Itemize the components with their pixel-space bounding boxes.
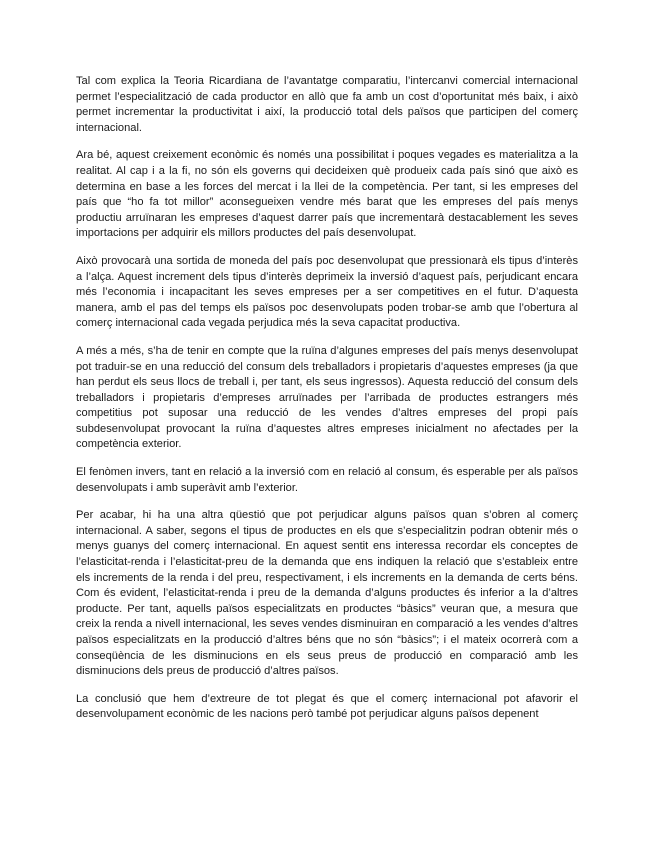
paragraph-5: El fenòmen invers, tant en relació a la inversió com en relació al consum, és esperable per als països desenvolupats i amb superàvit amb l’exterior.	[76, 466, 578, 494]
paragraph-4: A més a més, s’ha de tenir en compte que la ruïna d’algunes empreses del país menys desenvolupat pot traduir-se en una reducció del consum dels treballadors i propietaris d’aquestes empreses (ja que han perdut els seus llocs de treball i, per tant, els seus ingressos). Aquesta reducció del consum dels treballadors i propietaris d’empreses arruïnades per l’arribada de productes estrangers més competitius pot suposar una reducció de les vendes d’altres empreses del propi país subdesenvolupat provocant la ruïna d’aquestes altres empreses inicialment no afectades per la competència exterior.	[76, 344, 578, 451]
paragraph-2: Ara bé, aquest creixement econòmic és només una possibilitat i poques vegades es materialitza a la realitat. Al cap i a la fi, no són els governs qui decideixen què produeix cada país sinó que això es determina en base a les forces del mercat i la llei de la competència. Per tant, si les empreses del país que “ho fa tot millor” aconsegueixen vendre més barat que les empreses del país menys productiu arruïnaran les empreses d’aquest darrer país que incrementarà destacablement les seves importacions per adquirir els millors productes del país desenvolupat.	[76, 149, 578, 240]
paragraph-3: Això provocarà una sortida de moneda del país poc desenvolupat que pressionarà els tipus d’interès a l’alça. Aquest increment dels tipus d’interès deprimeix la inversió d’aquest país, perjudicant encara més l’economia i incapacitant les seves empreses per a ser competitives en el futur. D’aquesta manera, amb el pas del temps els països poc desenvolupats poden trobar-se amb que l’obertura al comerç internacional cada vegada perjudica més la seva capacitat productiva.	[76, 254, 578, 330]
document-body	[76, 74, 578, 735]
paragraph-1: Tal com explica la Teoria Ricardiana de l’avantatge comparatiu, l’intercanvi comercial internacional permet l’especialització de cada productor en allò que fa amb un cost d’oportunitat més baix, i això permet incrementar la productivitat i així, la producció total dels països que participen del comerç internacional.	[76, 75, 578, 134]
paragraph-7: La conclusió que hem d’extreure de tot plegat és que el comerç internacional pot afavorir el desenvolupament econòmic de les nacions però també pot perjudicar alguns països depenent	[76, 692, 578, 721]
paragraph-6: Per acabar, hi ha una altra qüestió que pot perjudicar alguns països quan s’obren al comerç internacional. A saber, segons el tipus de productes en els que s’especialitzin podran obtenir més o menys guanys del comerç internacional. En aquest sentit ens interessa recordar els conceptes de l’elasticitat-renda i l’elasticitat-preu de la demanda que ens indiquen la relació que s’estableix entre els increments de la renda i del preu, respectivament, i els increments en la demanda de certs béns. Com és evident, l’elasticitat-renda i preu de la demanda d’alguns productes és inferior a la d’altres producte. Per tant, aquells països especialitzats en productes “bàsics” veuran que, a mesura que creix la renda a nivell internacional, les seves vendes disminuiran en comparació a les vendes d’altres països especialitzats en la producció d’altres béns que no són “bàsics”; i el mateix ocorrerà com a conseqüència de les disminucions en els seus preus de producció en comparació amb les disminucions dels preus de producció d’altres països.	[76, 509, 578, 678]
